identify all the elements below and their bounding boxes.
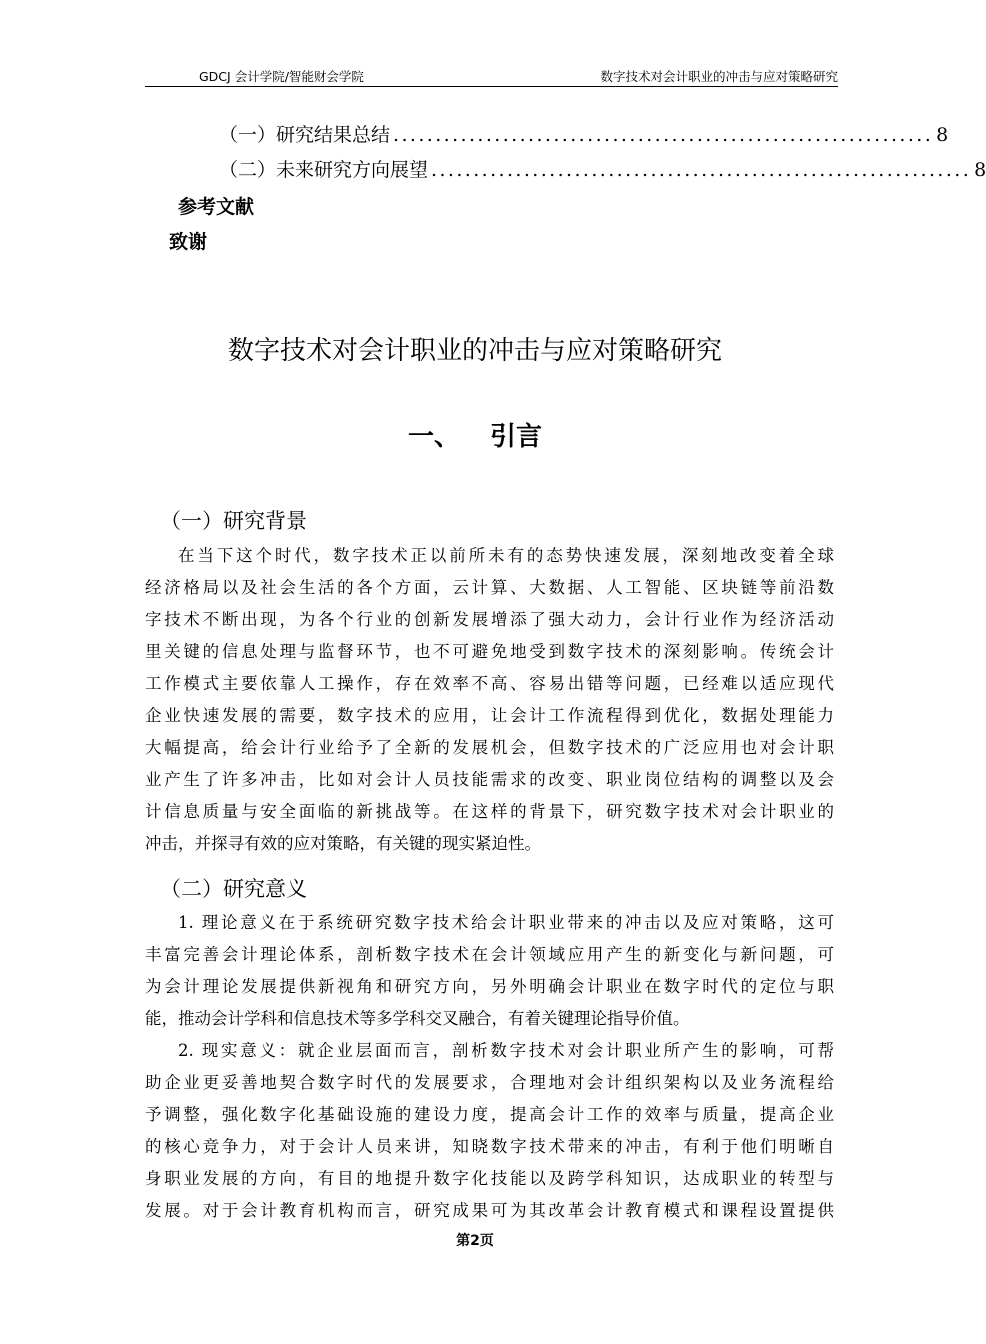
header-left-text: GDCJ 会计学院/智能财会学院 — [199, 69, 364, 84]
paragraph-line: 1. 理论意义在于系统研究数字技术给会计职业带来的冲击以及应对策略，这可 — [178, 913, 834, 932]
toc-entry-page: 8 — [936, 124, 949, 146]
page-number: 第2页 — [456, 1233, 494, 1249]
paragraph-line: 身职业发展的方向，有目的地提升数字化技能以及跨学科知识，达成职业的转型与 — [145, 1169, 834, 1188]
chapter-number: 一、 — [407, 422, 460, 452]
paragraph-line: 经济格局以及社会生活的各个方面，云计算、大数据、人工智能、区块链等前沿数 — [145, 578, 834, 597]
toc-entry-page: 8 — [974, 159, 986, 181]
section-heading-significance: （二）研究意义 — [160, 877, 307, 901]
toc-entry-title: （一）研究结果总结 — [219, 124, 391, 146]
toc-leader-dots: ................................................................ — [393, 124, 934, 146]
paragraph-line: 能，推动会计学科和信息技术等多学科交叉融合，有着关键理论指导价值。 — [145, 1009, 690, 1028]
paragraph-line: 2. 现实意义：就企业层面而言，剖析数字技术对会计职业所产生的影响，可帮 — [178, 1041, 834, 1060]
paragraph-line: 为会计理论发展提供新视角和研究方向，另外明确会计职业在数字时代的定位与职 — [145, 977, 834, 996]
paragraph-line: 企业快速发展的需要，数字技术的应用，让会计工作流程得到优化，数据处理能力 — [145, 706, 834, 725]
paragraph-line: 字技术不断出现，为各个行业的创新发展增添了强大动力，会计行业作为经济活动 — [145, 610, 834, 629]
paragraph-line: 助企业更妥善地契合数字时代的发展要求，合理地对会计组织架构以及业务流程给 — [145, 1073, 834, 1092]
toc-entry-title: （二）未来研究方向展望 — [219, 159, 429, 181]
toc-entry[interactable] — [219, 156, 986, 184]
paragraph-line: 在当下这个时代，数字技术正以前所未有的态势快速发展，深刻地改变着全球 — [178, 546, 834, 565]
paragraph-line: 丰富完善会计理论体系，剖析数字技术在会计领域应用产生的新变化与新问题，可 — [145, 945, 834, 964]
section-heading-background: （一）研究背景 — [160, 509, 307, 533]
toc-entry[interactable] — [219, 121, 949, 149]
toc-acknowledgement[interactable]: 致谢 — [169, 231, 208, 253]
chapter-heading — [0, 416, 950, 453]
paragraph-line: 里关键的信息处理与监督环节，也不可避免地受到数字技术的深刻影响。传统会计 — [145, 642, 834, 661]
header-right-text: 数字技术对会计职业的冲击与应对策略研究 — [600, 69, 838, 84]
chapter-title: 引言 — [490, 422, 543, 452]
page-header — [145, 66, 838, 87]
paragraph-line: 的核心竞争力，对于会计人员来讲，知晓数字技术带来的冲击，有利于他们明晰自 — [145, 1137, 834, 1156]
toc-leader-dots: ................................................................ — [431, 159, 972, 181]
paragraph-line: 予调整，强化数字化基础设施的建设力度，提高会计工作的效率与质量，提高企业 — [145, 1105, 834, 1124]
document-title: 数字技术对会计职业的冲击与应对策略研究 — [227, 336, 722, 366]
paragraph-line: 大幅提高，给会计行业给予了全新的发展机会，但数字技术的广泛应用也对会计职 — [145, 738, 834, 757]
paragraph-line: 发展。对于会计教育机构而言，研究成果可为其改革会计教育模式和课程设置提供 — [145, 1201, 834, 1220]
toc-references[interactable]: 参考文献 — [178, 196, 255, 218]
paragraph-line: 冲击，并探寻有效的应对策略，有关键的现实紧迫性。 — [145, 834, 541, 853]
paragraph-line: 计信息质量与安全面临的新挑战等。在这样的背景下，研究数字技术对会计职业的 — [145, 802, 834, 821]
paragraph-line: 工作模式主要依靠人工操作，存在效率不高、容易出错等问题，已经难以适应现代 — [145, 674, 834, 693]
paragraph-line: 业产生了许多冲击，比如对会计人员技能需求的改变、职业岗位结构的调整以及会 — [145, 770, 834, 789]
